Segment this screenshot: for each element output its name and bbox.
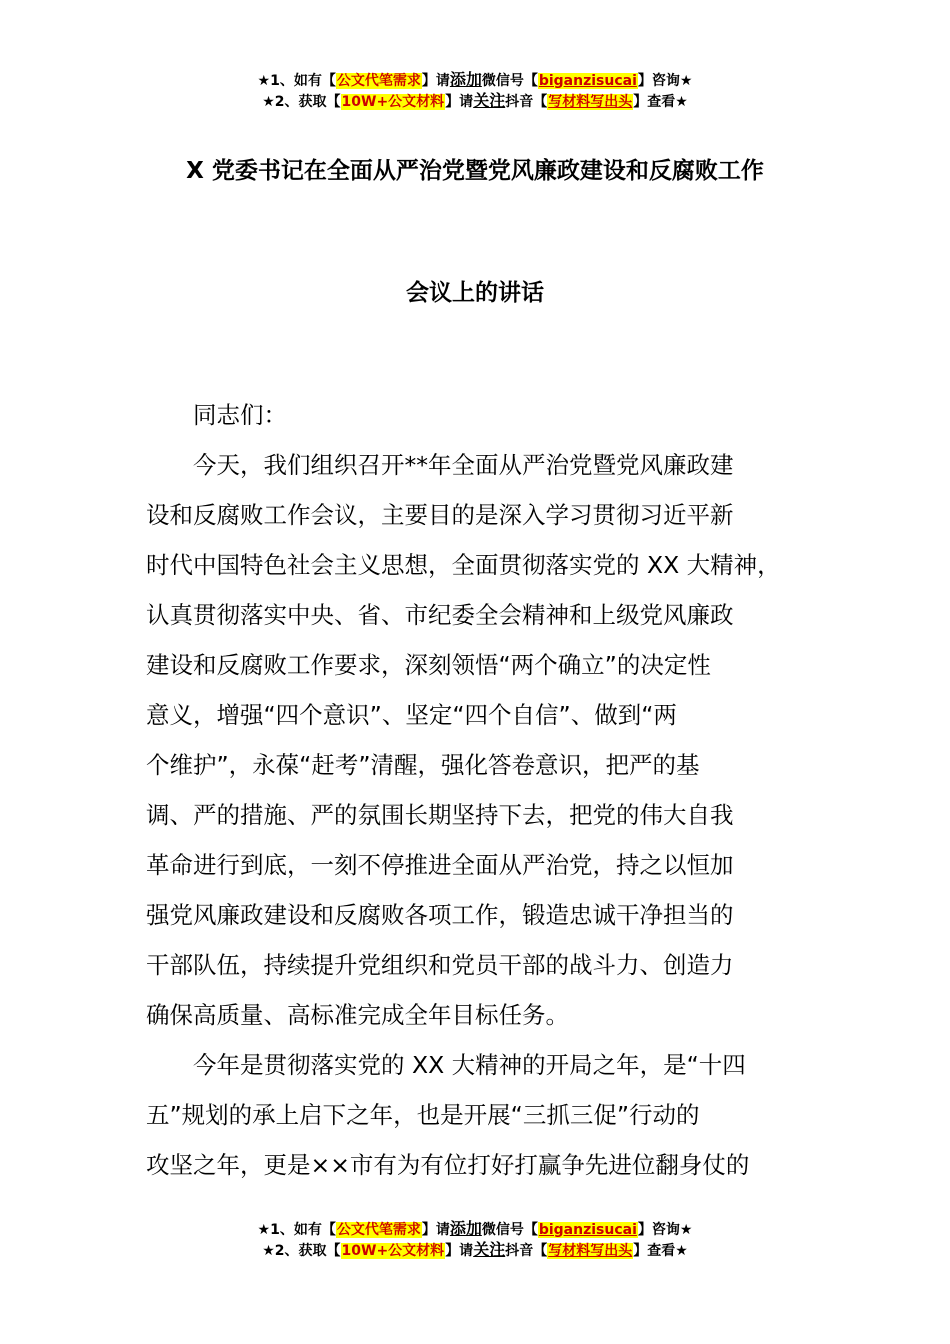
paragraph-line: 今年是贯彻落实党的 XX 大精神的开局之年，是“十四 <box>193 1051 746 1079</box>
banner-text: 】咨询★ <box>637 1222 693 1238</box>
paragraph-line: 攻坚之年，更是××市有为有位打好打赢争先进位翻身仗的 <box>146 1151 750 1179</box>
paragraph-line: 时代中国特色社会主义思想，全面贯彻落实党的 XX 大精神， <box>146 551 781 579</box>
banner-highlight: 10W+公文材料 <box>341 94 445 110</box>
banner-text: 】请 <box>421 73 450 89</box>
document-body <box>146 390 826 1190</box>
paragraph-line: 强党风廉政建设和反腐败各项工作，锻造忠诚干净担当的 <box>146 901 734 929</box>
paragraph-line: 调、严的措施、严的氛围长期坚持下去，把党的伟大自我 <box>146 801 734 829</box>
paragraph-line: 设和反腐败工作会议，主要目的是深入学习贯彻习近平新 <box>146 501 734 529</box>
paragraph-line: 认真贯彻落实中央、省、市纪委全会精神和上级党风廉政 <box>146 601 734 629</box>
banner-text: ★1、如有【 <box>257 73 336 89</box>
document-title-line-1: X 党委书记在全面从严治党暨党风廉政建设和反腐败工作 <box>186 158 764 184</box>
banner-line-1 <box>0 70 950 91</box>
banner-text: 】请 <box>421 1222 450 1238</box>
banner-text: 微信号【 <box>481 1222 538 1238</box>
banner-text: 】查看★ <box>633 94 688 110</box>
paragraph-line: 干部队伍，持续提升党组织和党员干部的战斗力、创造力 <box>146 951 734 979</box>
banner-text: ★2、获取【 <box>262 1243 341 1259</box>
banner-text: 抖音【 <box>505 1243 548 1259</box>
banner-emphasis: 添加 <box>449 70 482 89</box>
banner-text: ★1、如有【 <box>257 1222 336 1238</box>
paragraph-line: 建设和反腐败工作要求，深刻领悟“两个确立”的决定性 <box>146 651 711 679</box>
paragraph-line: 意义，增强“四个意识”、坚定“四个自信”、做到“两 <box>146 701 677 729</box>
bottom-banner <box>0 1219 950 1261</box>
paragraph-line: 五”规划的承上启下之年，也是开展“三抓三促”行动的 <box>146 1101 700 1129</box>
banner-text: 抖音【 <box>505 94 548 110</box>
banner-text: 】请 <box>445 94 474 110</box>
paragraph-2 <box>146 1040 826 1190</box>
document-title-line-2: 会议上的讲话 <box>406 280 544 306</box>
wechat-id-link[interactable]: biganzisucai <box>538 1222 637 1238</box>
banner-line-1 <box>0 1219 950 1240</box>
banner-highlight: 公文代笔需求 <box>336 73 421 89</box>
paragraph-line: 个维护”，永葆“赶考”清醒，强化答卷意识，把严的基 <box>146 751 700 779</box>
salutation: 同志们： <box>193 401 287 429</box>
banner-highlight: 公文代笔需求 <box>336 1222 421 1238</box>
banner-emphasis: 关注 <box>473 91 506 110</box>
banner-emphasis: 添加 <box>449 1219 482 1238</box>
banner-text: 微信号【 <box>481 73 538 89</box>
banner-text: ★2、获取【 <box>262 94 341 110</box>
banner-text: 】查看★ <box>633 1243 688 1259</box>
douyin-account-link[interactable]: 写材料写出头 <box>548 1243 633 1259</box>
banner-emphasis: 关注 <box>473 1240 506 1259</box>
banner-highlight: 10W+公文材料 <box>341 1243 445 1259</box>
banner-text: 】咨询★ <box>637 73 693 89</box>
banner-line-2 <box>0 1240 950 1261</box>
paragraph-1 <box>146 440 826 1040</box>
wechat-id-link[interactable]: biganzisucai <box>538 73 637 89</box>
paragraph-line: 确保高质量、高标准完成全年目标任务。 <box>146 1001 569 1029</box>
paragraph-line: 今天，我们组织召开**年全面从严治党暨党风廉政建 <box>193 451 734 479</box>
douyin-account-link[interactable]: 写材料写出头 <box>548 94 633 110</box>
banner-text: 】请 <box>445 1243 474 1259</box>
top-banner <box>0 70 950 112</box>
banner-line-2 <box>0 91 950 112</box>
paragraph-line: 革命进行到底，一刻不停推进全面从严治党，持之以恒加 <box>146 851 734 879</box>
